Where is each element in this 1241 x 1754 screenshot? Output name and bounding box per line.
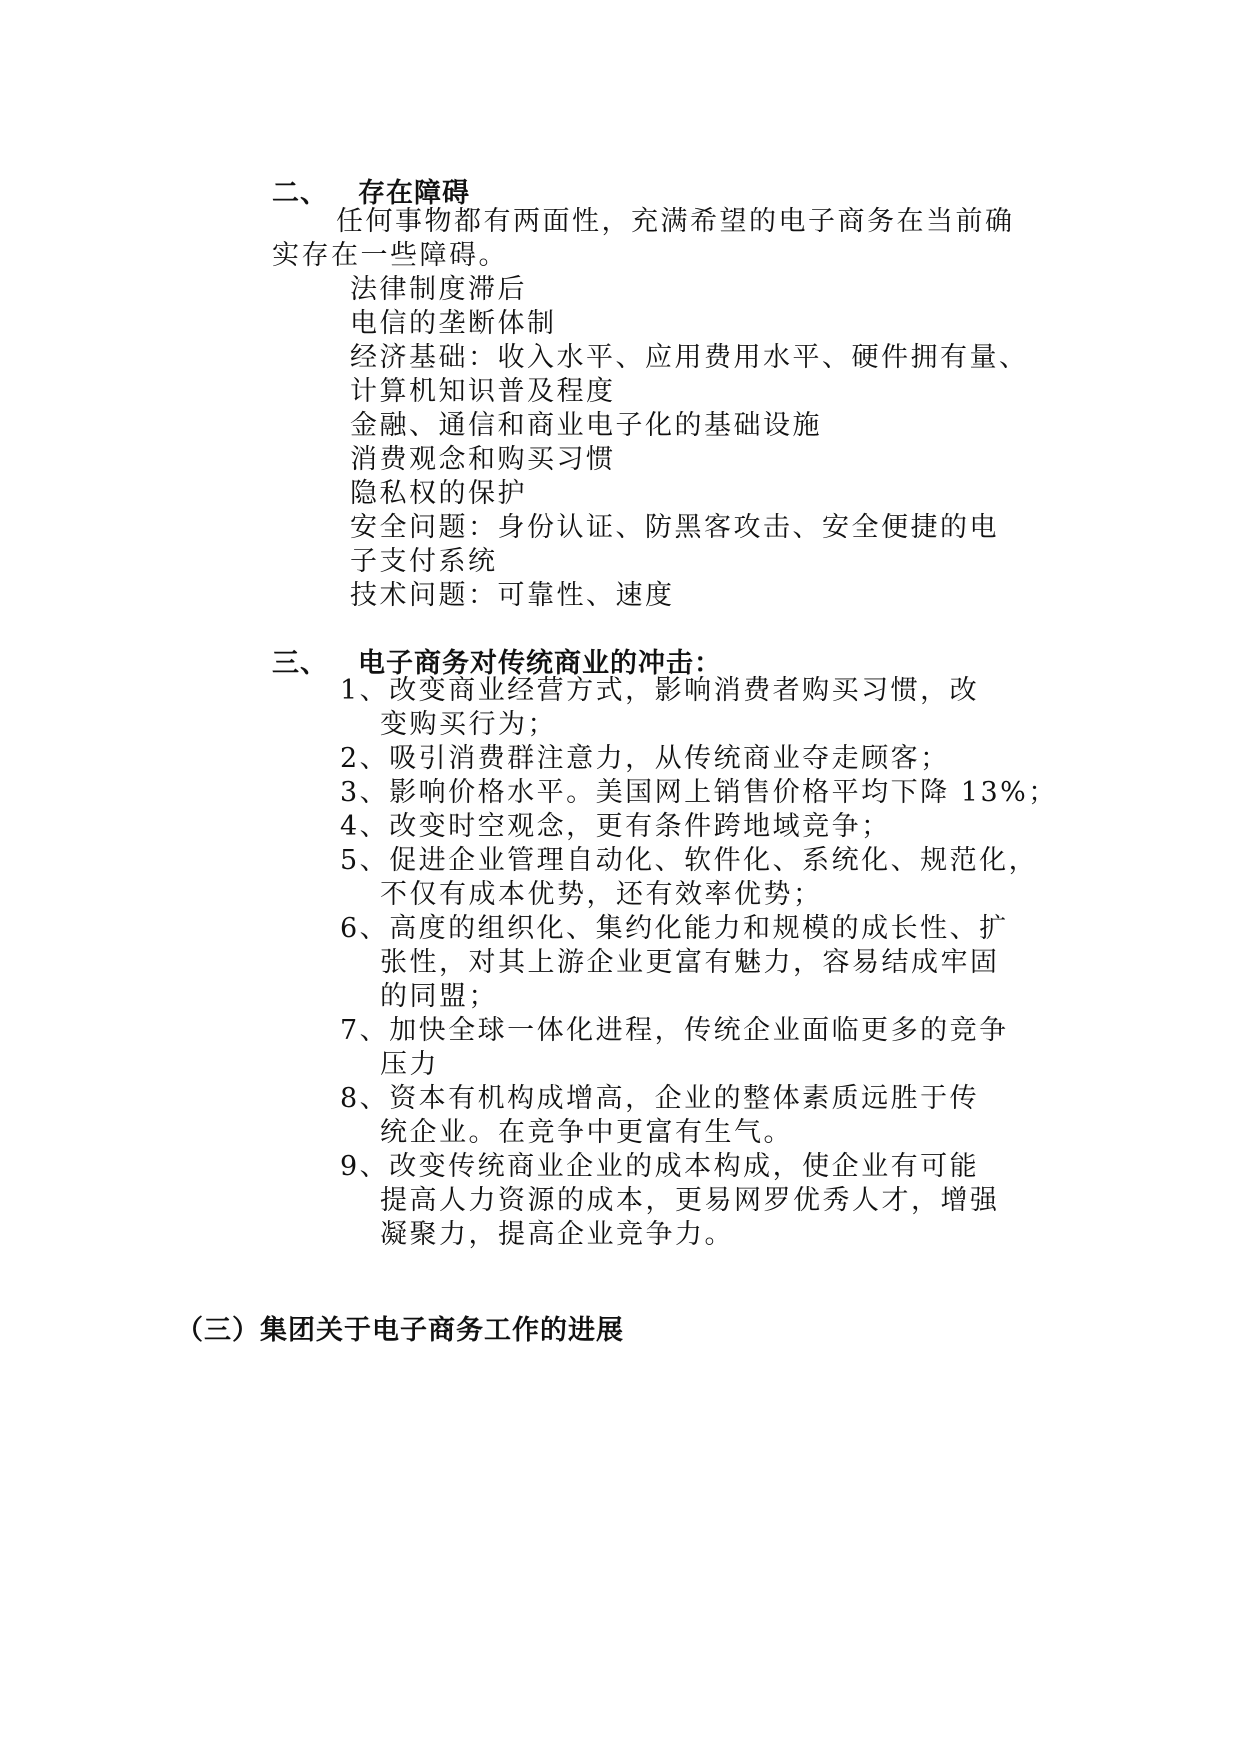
section-3-title: 电子商务对传统商业的冲击： bbox=[358, 648, 722, 679]
impact-item-8-cont: 统企业。在竞争中更富有生气。 bbox=[380, 1117, 793, 1148]
section-2-intro-line-2: 实存在一些障碍。 bbox=[272, 240, 508, 271]
section-2-number: 二、 bbox=[272, 178, 328, 209]
section-2-title: 存在障碍 bbox=[358, 178, 470, 209]
item-number: 8、 bbox=[340, 1083, 390, 1114]
obstacle-item: 子支付系统 bbox=[350, 546, 498, 577]
item-number: 6、 bbox=[340, 913, 390, 944]
item-text: 促进企业管理自动化、软件化、系统化、规范化， bbox=[389, 845, 1039, 876]
item-number: 1、 bbox=[340, 675, 390, 706]
item-text: 改变商业经营方式，影响消费者购买习惯，改 bbox=[389, 675, 980, 706]
item-text: 改变传统商业企业的成本构成，使企业有可能 bbox=[389, 1151, 980, 1182]
item-number: 2、 bbox=[340, 743, 390, 774]
impact-item-5 bbox=[340, 842, 1038, 879]
impact-item-9-cont: 凝聚力，提高企业竞争力。 bbox=[380, 1219, 734, 1250]
impact-item-9 bbox=[340, 1148, 979, 1185]
impact-item-1 bbox=[340, 672, 979, 709]
item-text: 吸引消费群注意力，从传统商业夺走顾客； bbox=[389, 743, 950, 774]
item-text: 加快全球一体化进程，传统企业面临更多的竞争 bbox=[389, 1015, 1009, 1046]
section-2-intro-line-1: 任何事物都有两面性，充满希望的电子商务在当前确 bbox=[336, 206, 1015, 237]
obstacle-item: 金融、通信和商业电子化的基础设施 bbox=[350, 410, 822, 441]
item-text: 影响价格水平。美国网上销售价格平均下降 13%； bbox=[389, 777, 1058, 808]
impact-item-5-cont: 不仅有成本优势，还有效率优势； bbox=[380, 879, 823, 910]
impact-item-7 bbox=[340, 1012, 1009, 1049]
impact-item-1-cont: 变购买行为； bbox=[380, 709, 557, 740]
group-progress-heading: （三）集团关于电子商务工作的进展 bbox=[176, 1315, 624, 1346]
obstacle-item: 经济基础：收入水平、应用费用水平、硬件拥有量、 bbox=[350, 342, 1029, 373]
impact-item-6 bbox=[340, 910, 1009, 947]
impact-item-6-cont: 张性，对其上游企业更富有魅力，容易结成牢固 bbox=[380, 947, 1000, 978]
impact-item-6-cont: 的同盟； bbox=[380, 981, 498, 1012]
item-number: 3、 bbox=[340, 777, 390, 808]
obstacle-item: 计算机知识普及程度 bbox=[350, 376, 616, 407]
section-3-number: 三、 bbox=[272, 648, 328, 679]
item-text: 资本有机构成增高，企业的整体素质远胜于传 bbox=[389, 1083, 980, 1114]
obstacle-item: 技术问题：可靠性、速度 bbox=[350, 580, 675, 611]
obstacle-item: 隐私权的保护 bbox=[350, 478, 527, 509]
item-text: 高度的组织化、集约化能力和规模的成长性、扩 bbox=[389, 913, 1009, 944]
obstacle-item: 安全问题：身份认证、防黑客攻击、安全便捷的电 bbox=[350, 512, 999, 543]
impact-item-7-cont: 压力 bbox=[380, 1049, 439, 1080]
item-number: 5、 bbox=[340, 845, 390, 876]
impact-item-9-cont: 提高人力资源的成本，更易网罗优秀人才，增强 bbox=[380, 1185, 1000, 1216]
impact-item-2 bbox=[340, 740, 950, 777]
impact-item-8 bbox=[340, 1080, 979, 1117]
obstacle-item: 法律制度滞后 bbox=[350, 274, 527, 305]
impact-item-4 bbox=[340, 808, 891, 845]
item-number: 9、 bbox=[340, 1151, 390, 1182]
obstacle-item: 电信的垄断体制 bbox=[350, 308, 557, 339]
item-number: 7、 bbox=[340, 1015, 390, 1046]
impact-item-3 bbox=[340, 774, 1058, 811]
obstacle-item: 消费观念和购买习惯 bbox=[350, 444, 616, 475]
item-text: 改变时空观念，更有条件跨地域竞争； bbox=[389, 811, 891, 842]
item-number: 4、 bbox=[340, 811, 390, 842]
